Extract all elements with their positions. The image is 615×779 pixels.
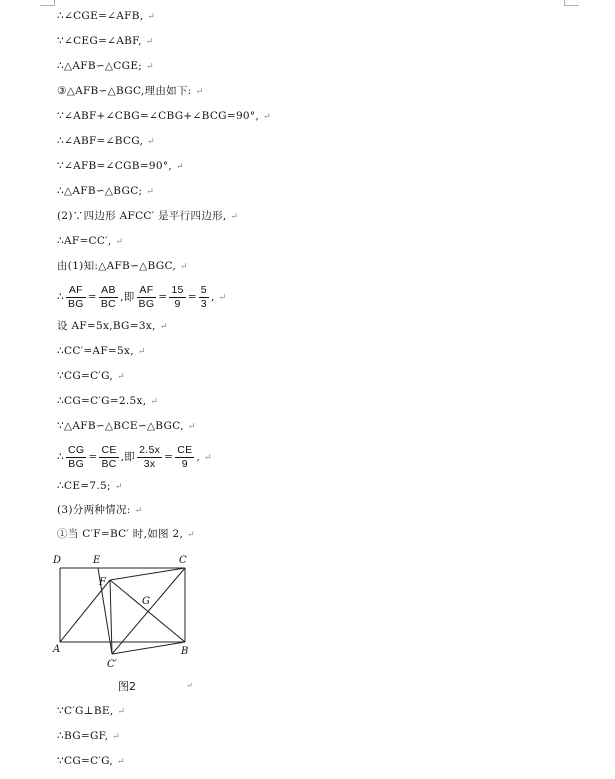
page-corner-mark-left	[40, 0, 55, 6]
fraction: $\frac{AF}{BG}$	[138, 283, 155, 310]
label-F: F	[99, 577, 106, 588]
solution-line: ∴∠ABF=∠BCG, ↵	[57, 135, 156, 147]
solution-line: ∵CG=C′G, ↵	[57, 755, 125, 767]
segment-C'B	[112, 642, 185, 654]
label-D: D	[53, 555, 62, 566]
page-corner-mark-right	[564, 0, 579, 6]
fraction: $\frac{CE}{9}$	[177, 443, 193, 470]
paragraph-mark: ↵	[186, 681, 193, 690]
solution-line: (3)分两种情况: ↵	[57, 504, 143, 516]
label-E: E	[93, 555, 101, 566]
fraction: $\frac{2.5x}{3x}$	[139, 443, 161, 470]
solution-line: ∴CC′=AF=5x, ↵	[57, 345, 146, 357]
solution-line: ∵△AFB∽△BCE∽△BGC, ↵	[57, 420, 196, 432]
fraction: $\frac{CE}{BC}$	[101, 443, 117, 470]
solution-line: ∴CG=C′G=2.5x, ↵	[57, 395, 159, 407]
solution-line: 设 AF=5x,BG=3x, ↵	[57, 320, 168, 332]
figure-caption: 图2	[118, 680, 136, 693]
solution-line: 由(1)知:△AFB∽△BGC, ↵	[57, 260, 188, 272]
solution-line: ∴AF=CC′, ↵	[57, 235, 124, 247]
solution-line: ∴∠CGE=∠AFB, ↵	[57, 10, 156, 22]
solution-line: ∵∠AFB=∠CGB=90°, ↵	[57, 160, 184, 172]
label-C: C	[179, 555, 187, 566]
segment-AF	[60, 580, 110, 642]
solution-line: ∴CE=7.5; ↵	[57, 480, 123, 492]
solution-line: ∵C′G⊥BE, ↵	[57, 705, 126, 717]
label-G: G	[142, 596, 150, 607]
solution-line: ∴△AFB∽△BGC; ↵	[57, 185, 155, 197]
fraction: $\frac{AB}{BC}$	[100, 283, 117, 310]
solution-line: ∵∠ABF+∠CBG=∠CBG+∠BCG=90°, ↵	[57, 110, 271, 122]
label-A: A	[53, 644, 61, 655]
fraction: $\frac{5}{3}$	[200, 283, 207, 310]
geometry-figure	[50, 550, 200, 672]
solution-line: ∴BG=GF, ↵	[57, 730, 121, 742]
segment-FB	[110, 580, 185, 642]
solution-line: ③△AFB∽△BGC,理由如下: ↵	[57, 85, 204, 97]
fraction: $\frac{15}{9}$	[171, 283, 184, 310]
fraction: $\frac{CG}{BG}$	[67, 443, 85, 470]
fraction-equation-line: ∴ $\frac{AF}{BG}$ = $\frac{AB}{BC}$ ,即 $\frac{AF}{BG}$ = $\frac{15}{9}$ = $\frac{5}{3}$ , ↵	[57, 283, 227, 310]
solution-line: ∵CG=C′G, ↵	[57, 370, 125, 382]
label-B: B	[181, 646, 189, 657]
fraction: $\frac{AF}{BG}$	[67, 283, 84, 310]
label-C-prime: C′	[107, 659, 117, 670]
segment-FC	[110, 568, 185, 580]
solution-line: ∵∠CEG=∠ABF, ↵	[57, 35, 154, 47]
fraction-equation-line: ∴ $\frac{CG}{BG}$ = $\frac{CE}{BC}$ ,即 $\frac{2.5x}{3x}$ = $\frac{CE}{9}$ , ↵	[57, 443, 212, 470]
segment-CC'	[112, 568, 185, 654]
solution-line: ∴△AFB∽△CGE; ↵	[57, 60, 154, 72]
solution-line: (2)∵四边形 AFCC′ 是平行四边形, ↵	[57, 210, 239, 222]
solution-line: ①当 C′F=BC′ 时,如图 2, ↵	[57, 528, 195, 540]
